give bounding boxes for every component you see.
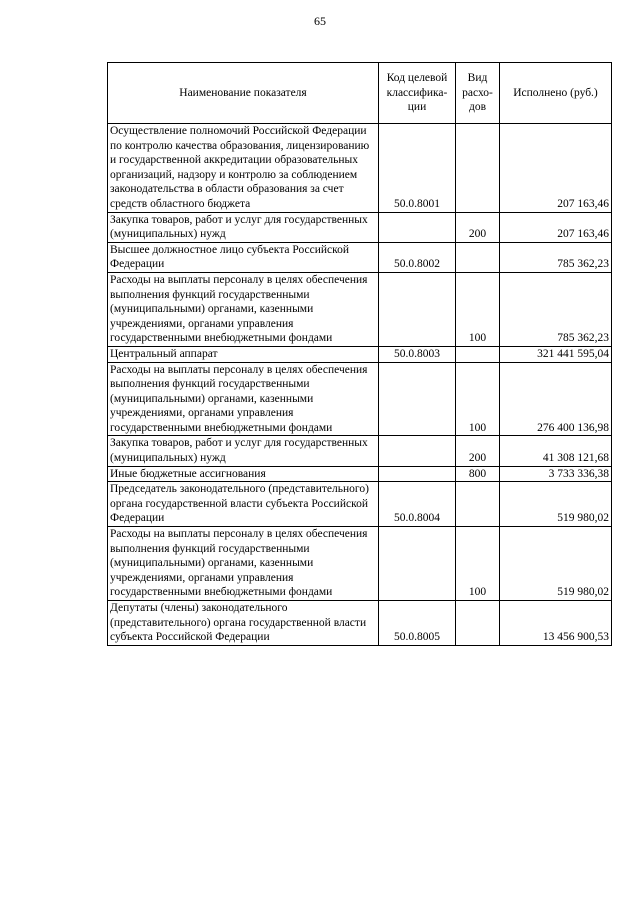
row-amount: 785 362,23 <box>500 242 612 272</box>
row-name: Закупка товаров, работ и услуг для государственных (муниципальных) нужд <box>108 436 379 466</box>
table-row <box>108 272 612 346</box>
row-name: Осуществление полномочий Российской Федерации по контролю качества образования, лицензированию и государственной аккредитации образовательных организаций, надзору и контролю за соблюдением законодательства в области образования за счет средств областного бюджета <box>108 124 379 213</box>
row-name: Расходы на выплаты персоналу в целях обеспечения выполнения функций государственными (муниципальными) органами, казенными учреждениями, органами управления государственными внебюджетными фондами <box>108 362 379 436</box>
row-amount: 321 441 595,04 <box>500 346 612 362</box>
row-kind: 100 <box>456 362 500 436</box>
header-name: Наименование показателя <box>108 63 379 124</box>
row-kind <box>456 242 500 272</box>
row-kind: 800 <box>456 466 500 482</box>
row-kind <box>456 124 500 213</box>
table-row <box>108 124 612 213</box>
row-name: Председатель законодательного (представительного) органа государственной власти субъекта Российской Федерации <box>108 482 379 527</box>
row-amount: 785 362,23 <box>500 272 612 346</box>
table-row <box>108 601 612 646</box>
table-row <box>108 527 612 601</box>
row-name: Расходы на выплаты персоналу в целях обеспечения выполнения функций государственными (муниципальными) органами, казенными учреждениями, органами управления государственными внебюджетными фондами <box>108 527 379 601</box>
row-code <box>379 527 456 601</box>
row-kind: 200 <box>456 212 500 242</box>
row-amount: 3 733 336,38 <box>500 466 612 482</box>
row-amount: 13 456 900,53 <box>500 601 612 646</box>
row-code <box>379 362 456 436</box>
row-code: 50.0.8001 <box>379 124 456 213</box>
row-kind <box>456 601 500 646</box>
row-kind <box>456 346 500 362</box>
row-amount: 519 980,02 <box>500 482 612 527</box>
row-code: 50.0.8002 <box>379 242 456 272</box>
row-name: Иные бюджетные ассигнования <box>108 466 379 482</box>
row-kind: 100 <box>456 527 500 601</box>
header-amount: Исполнено (руб.) <box>500 63 612 124</box>
row-code: 50.0.8005 <box>379 601 456 646</box>
table-header-row <box>108 63 612 124</box>
row-kind <box>456 482 500 527</box>
page-number: 65 <box>314 14 326 28</box>
row-amount: 207 163,46 <box>500 212 612 242</box>
row-name: Расходы на выплаты персоналу в целях обеспечения выполнения функций государственными (муниципальными) органами, казенными учреждениями, органами управления государственными внебюджетными фондами <box>108 272 379 346</box>
row-code <box>379 272 456 346</box>
table-row <box>108 436 612 466</box>
row-code <box>379 436 456 466</box>
row-name: Закупка товаров, работ и услуг для государственных (муниципальных) нужд <box>108 212 379 242</box>
table-row <box>108 362 612 436</box>
row-name: Высшее должностное лицо субъекта Российской Федерации <box>108 242 379 272</box>
row-kind: 200 <box>456 436 500 466</box>
row-code <box>379 212 456 242</box>
row-kind: 100 <box>456 272 500 346</box>
table-row <box>108 242 612 272</box>
row-code: 50.0.8003 <box>379 346 456 362</box>
row-code: 50.0.8004 <box>379 482 456 527</box>
table-row <box>108 482 612 527</box>
row-amount: 41 308 121,68 <box>500 436 612 466</box>
row-name: Депутаты (члены) законодательного (представительного) органа государственной власти субъекта Российской Федерации <box>108 601 379 646</box>
expenditure-table <box>107 62 612 646</box>
row-name: Центральный аппарат <box>108 346 379 362</box>
header-code: Код целевой классифика-ции <box>379 63 456 124</box>
header-kind: Вид расхо-дов <box>456 63 500 124</box>
row-amount: 519 980,02 <box>500 527 612 601</box>
row-code <box>379 466 456 482</box>
row-amount: 276 400 136,98 <box>500 362 612 436</box>
table-row <box>108 346 612 362</box>
table-row <box>108 466 612 482</box>
row-amount: 207 163,46 <box>500 124 612 213</box>
table-row <box>108 212 612 242</box>
